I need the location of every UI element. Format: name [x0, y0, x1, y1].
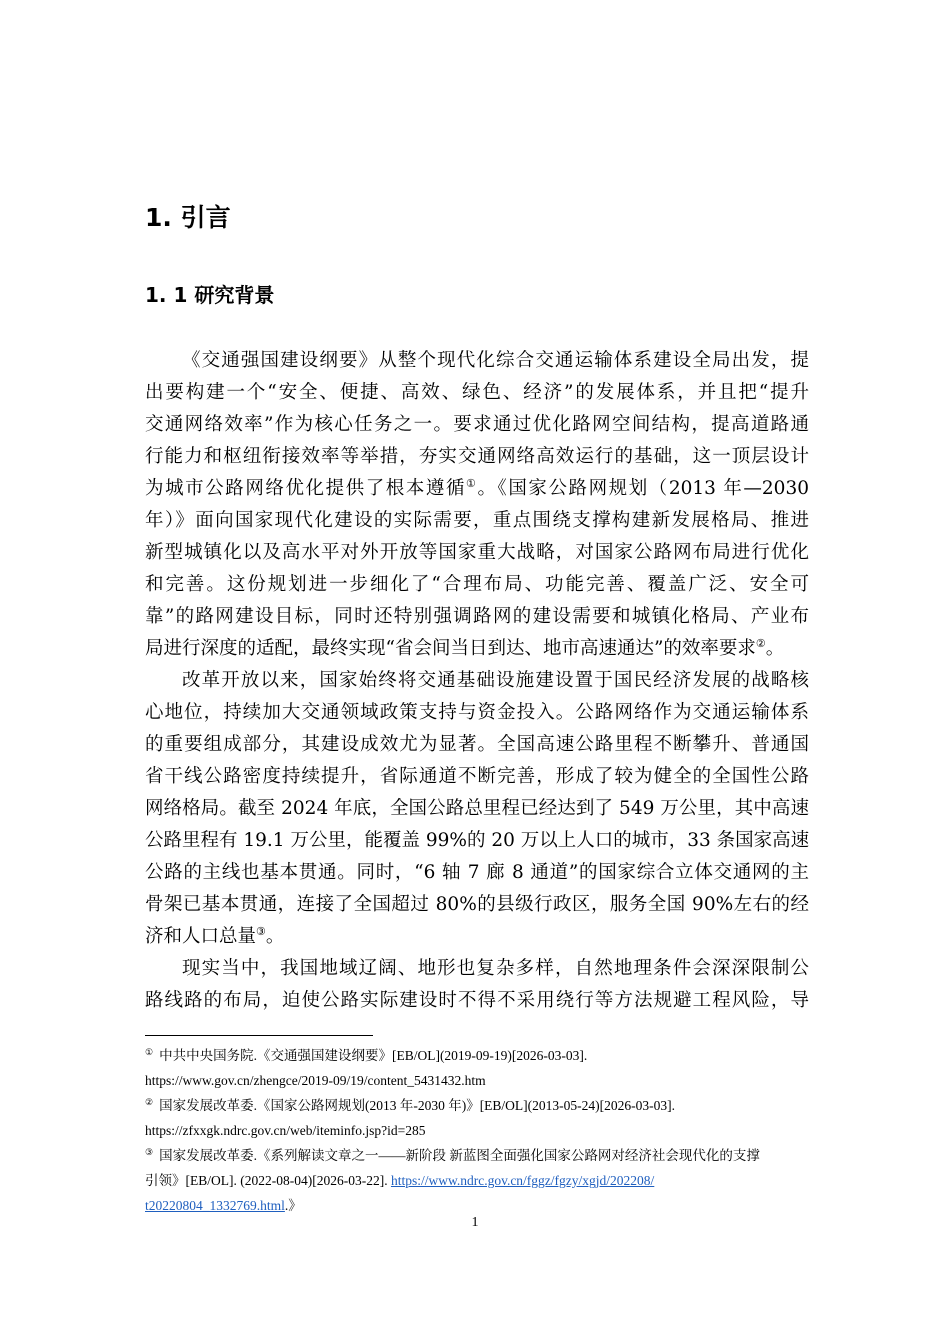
body-line [145, 825, 809, 857]
body-line-tail: 。 [265, 926, 285, 947]
body-line [145, 473, 809, 505]
body-line [145, 889, 809, 921]
body-line-text: 出要构建一个“安全、便捷、高效、绿色、经济”的发展体系，并且把“提升 [145, 382, 809, 403]
body-line-text: 年）》面向国家现代化建设的实际需要，重点围绕支撑构建新发展格局、推进 [145, 510, 809, 531]
body-line-text: 省干线公路密度持续提升，省际通道不断完善，形成了较为健全的全国性公路 [145, 766, 809, 787]
footnote-line [145, 1043, 809, 1068]
body-line-text: 公路里程有 19.1 万公里，能覆盖 99%的 20 万以上人口的城市，33 条国家高速 [145, 830, 810, 851]
footnote-number: ③ [145, 1146, 154, 1157]
body-line-text: 的重要组成部分，其建设成效尤为显著。全国高速公路里程不断攀升、普通国 [145, 734, 809, 755]
footnote-link[interactable]: t20220804_1332769.html [145, 1198, 285, 1213]
body-line [145, 441, 809, 473]
body-line-text: 心地位，持续加大交通领域政策支持与资金投入。公路网络作为交通运输体系 [145, 702, 809, 723]
body-line [145, 793, 809, 825]
body-line-text: 《交通强国建设纲要》从整个现代化综合交通运输体系建设全局出发，提 [182, 350, 809, 371]
footnote-marker[interactable]: ① [466, 476, 478, 490]
body-line-tail: 。《国家公路网规划（2013 年—2030 [477, 478, 809, 499]
body-line [145, 633, 809, 665]
footnotes [145, 1043, 809, 1218]
body-line-text: 路线路的布局，迫使公路实际建设时不得不采用绕行等方法规避工程风险，导 [145, 990, 809, 1011]
footnote-text: 中共中央国务院.《交通强国建设纲要》[EB/OL](2019-09-19)[2026-03-03]. [159, 1048, 588, 1063]
body-line [145, 665, 809, 697]
body-line-text: 现实当中，我国地域辽阔、地形也复杂多样，自然地理条件会深深限制公 [182, 958, 809, 979]
footnote-line [145, 1093, 809, 1118]
footnote-text: 引领》[EB/OL]. (2022-08-04)[2026-03-22]. [145, 1173, 391, 1188]
body-line-text: 公路的主线也基本贯通。同时，“6 轴 7 廊 8 通道”的国家综合立体交通网的主 [145, 862, 809, 883]
body-line [145, 569, 809, 601]
footnote-number: ① [145, 1046, 154, 1057]
body-line-text: 行能力和枢纽衔接效率等举措，夯实交通网络高效运行的基础，这一顶层设计 [145, 446, 809, 467]
body-line [145, 761, 809, 793]
body-line-text: 靠”的路网建设目标，同时还特别强调路网的建设需要和城镇化格局、产业布 [145, 606, 809, 627]
footnote-line [145, 1143, 809, 1168]
body-line [145, 505, 809, 537]
body-line [145, 729, 809, 761]
body-line [145, 537, 809, 569]
footnote-text-after: .》 [284, 1198, 302, 1213]
body-line-text: 交通网络效率”作为核心任务之一。要求通过优化路网空间结构，提高道路通 [145, 414, 809, 435]
body-line-tail: 。 [765, 638, 785, 659]
page-number: 1 [471, 1215, 479, 1230]
body-line [145, 985, 809, 1017]
footnote-separator [145, 1035, 373, 1036]
footnote-text: https://www.gov.cn/zhengce/2019-09/19/content_5431432.htm [145, 1073, 486, 1088]
footnote-text: https://zfxxgk.ndrc.gov.cn/web/iteminfo.jsp?id=285 [145, 1123, 426, 1138]
section-heading: 1. 引言 [145, 203, 231, 232]
body-line-text: 新型城镇化以及高水平对外开放等国家重大战略，对国家公路网布局进行优化 [145, 542, 809, 563]
footnote-text: 国家发展改革委.《国家公路网规划(2013 年-2030 年)》[EB/OL](2013-05-24)[2026-03-03]. [159, 1098, 676, 1113]
footnote-marker[interactable]: ② [755, 636, 766, 650]
body-line [145, 601, 809, 633]
footnote-line [145, 1168, 809, 1193]
body-line-text: 改革开放以来，国家始终将交通基础设施建设置于国民经济发展的战略核 [182, 670, 809, 691]
footnote-text: 国家发展改革委.《系列解读文章之一——新阶段 新蓝图全面强化国家公路网对经济社会现代化的支撑 [159, 1148, 760, 1163]
body-line [145, 697, 809, 729]
footnote-line [145, 1068, 809, 1093]
body-line [145, 377, 809, 409]
footnote-line [145, 1118, 809, 1143]
body-line [145, 409, 809, 441]
body-line-text: 局进行深度的适配，最终实现“省会间当日到达、地市高速通达”的效率要求 [145, 638, 756, 659]
body-line-text: 和完善。这份规划进一步细化了“合理布局、功能完善、覆盖广泛、安全可 [145, 574, 809, 595]
footnote-link[interactable]: https://www.ndrc.gov.cn/fggz/fgzy/xgjd/202208/ [390, 1173, 655, 1188]
body-text [145, 345, 809, 1017]
footnote-number: ② [145, 1096, 154, 1107]
body-line [145, 921, 809, 953]
body-line-text: 济和人口总量 [145, 926, 257, 947]
footnote-marker[interactable]: ③ [256, 924, 266, 938]
body-line-text: 网络格局。截至 2024 年底，全国公路总里程已经达到了 549 万公里，其中高速 [145, 798, 809, 819]
body-line [145, 953, 809, 985]
body-line [145, 857, 809, 889]
body-line [145, 345, 809, 377]
body-line-text: 为城市公路网络优化提供了根本遵循 [145, 478, 467, 499]
subsection-heading: 1. 1 研究背景 [145, 283, 275, 307]
body-line-text: 骨架已基本贯通，连接了全国超过 80%的县级行政区，服务全国 90%左右的经 [145, 894, 809, 915]
